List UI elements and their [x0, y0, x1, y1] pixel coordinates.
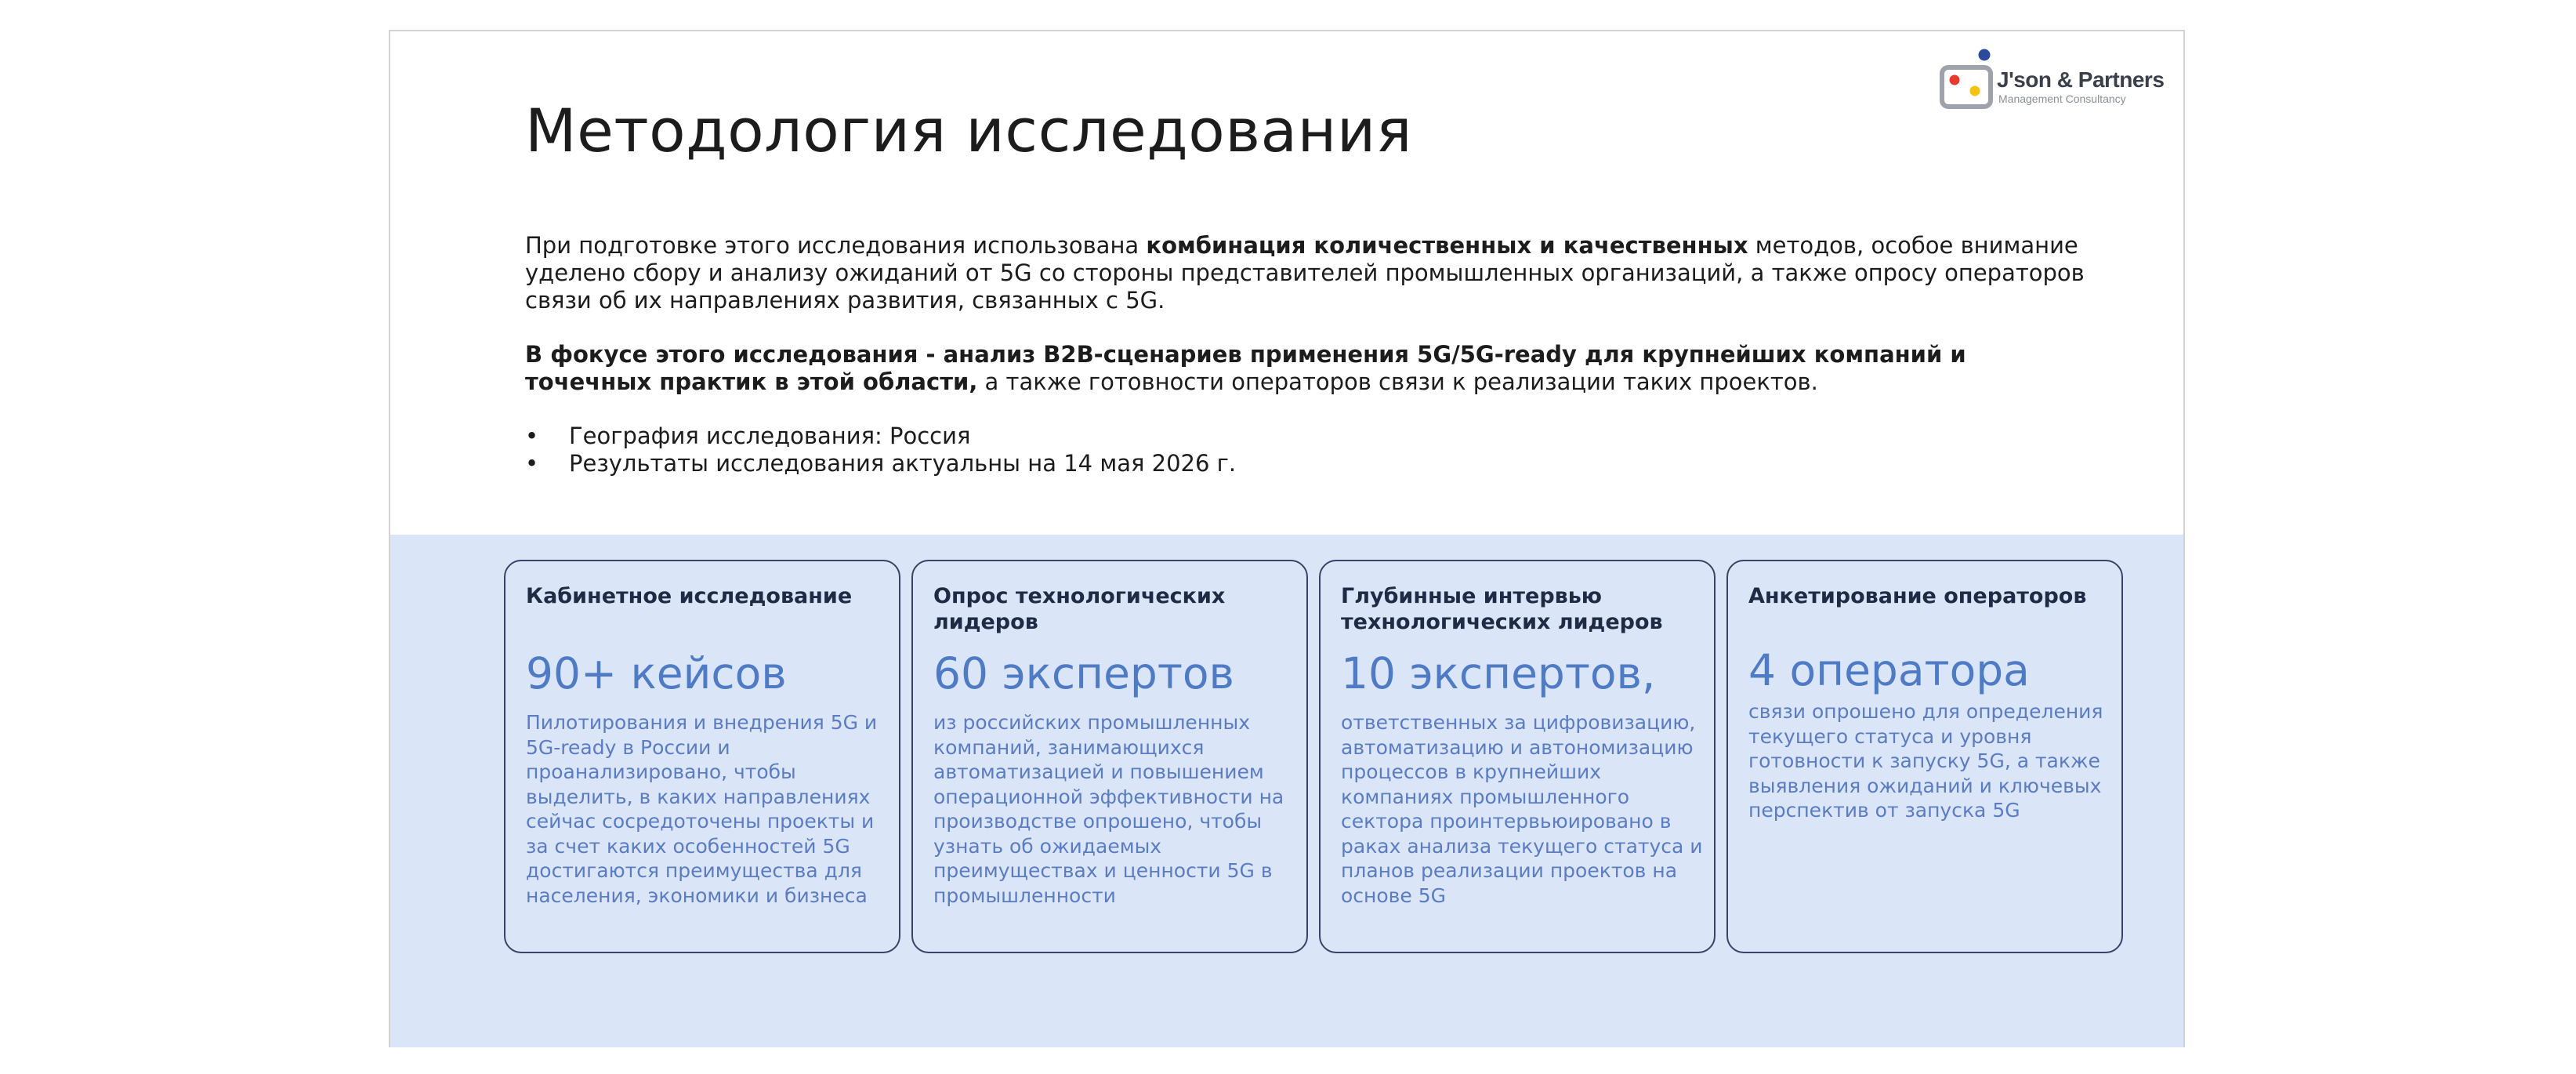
intro-paragraph-2 [525, 341, 2092, 396]
card-heading: Кабинетное исследование [526, 584, 853, 608]
card-heading: Глубинные интервью технологических лидеров [1341, 584, 1663, 634]
bullet-text: География исследования: Россия [569, 423, 971, 449]
card-description: из российских промышленных компаний, занимающихся автоматизацией и повышением операционной эффективности на производстве опрошено, чтобы узнать об ожидаемых преимуществах и ценности 5G в промышленности [933, 711, 1284, 907]
logo-subtitle: Management Consultancy [1998, 93, 2126, 105]
intro-p2-text: а также готовности операторов связи к реализации таких проектов. [977, 368, 1818, 395]
card-heading: Опрос технологических лидеров [933, 584, 1226, 634]
card-figure: 90+ кейсов [526, 648, 787, 698]
company-logo [1939, 41, 2174, 119]
bullet-marker: • [525, 423, 539, 449]
intro-p1-text-end: методов, особое внимание уделено сбору и анализу ожиданий от 5G со стороны представителей промышленных организаций, а также опросу операторов связи об их направлениях развития, связанных с 5G. [525, 232, 2085, 314]
page-title: Методология исследования [525, 96, 1412, 165]
card-figure: 4 оператора [1748, 645, 2030, 695]
slide [389, 30, 2185, 1047]
bullet-item [525, 450, 2092, 477]
card-description: связи опрошено для определения текущего статуса и уровня готовности к запуску 5G, а также выявления ожиданий и ключевых перспектив от запуска 5G [1748, 700, 2103, 822]
bullet-list [525, 423, 2092, 477]
card-figure: 10 экспертов, [1341, 648, 1656, 698]
logo-brand-name: J'son & Partners [1997, 67, 2165, 92]
intro-text [525, 232, 2092, 477]
intro-p1-text: При подготовке этого исследования использована [525, 232, 1147, 259]
intro-p2-emphasis: В фокусе этого исследования - анализ B2B-сценариев применения 5G/5G-ready для крупнейших компаний и точечных практик в этой области, [525, 341, 1966, 395]
bullet-text: Результаты исследования актуальны на 14 мая 2026 г. [569, 450, 1237, 477]
method-card-in-depth-interviews [1319, 560, 1716, 953]
method-card-operators-survey [1726, 560, 2123, 953]
bullet-item [525, 423, 2092, 450]
bullet-marker: • [525, 450, 539, 477]
card-heading: Анкетирование операторов [1748, 584, 2087, 608]
intro-paragraph-1 [525, 232, 2092, 314]
card-figure: 60 экспертов [933, 648, 1234, 698]
card-description: ответственных за цифровизацию, автоматизацию и автономизацию процессов в крупнейших компаниях промышленного сектора проинтервьюировано в раках анализа текущего статуса и планов реализации проектов на основе 5G [1341, 711, 1703, 907]
card-description: Пилотирования и внедрения 5G и 5G-ready в России и проанализировано, чтобы выделить, в каких направлениях сейчас сосредоточены проекты и за счет каких особенностей 5G достигаются преимущества для населения, экономики и бизнеса [526, 711, 878, 907]
method-card-tech-leaders-survey [911, 560, 1308, 953]
intro-p1-emphasis: комбинация количественных и качественных [1146, 232, 1748, 259]
method-card-desk-research [504, 560, 900, 953]
